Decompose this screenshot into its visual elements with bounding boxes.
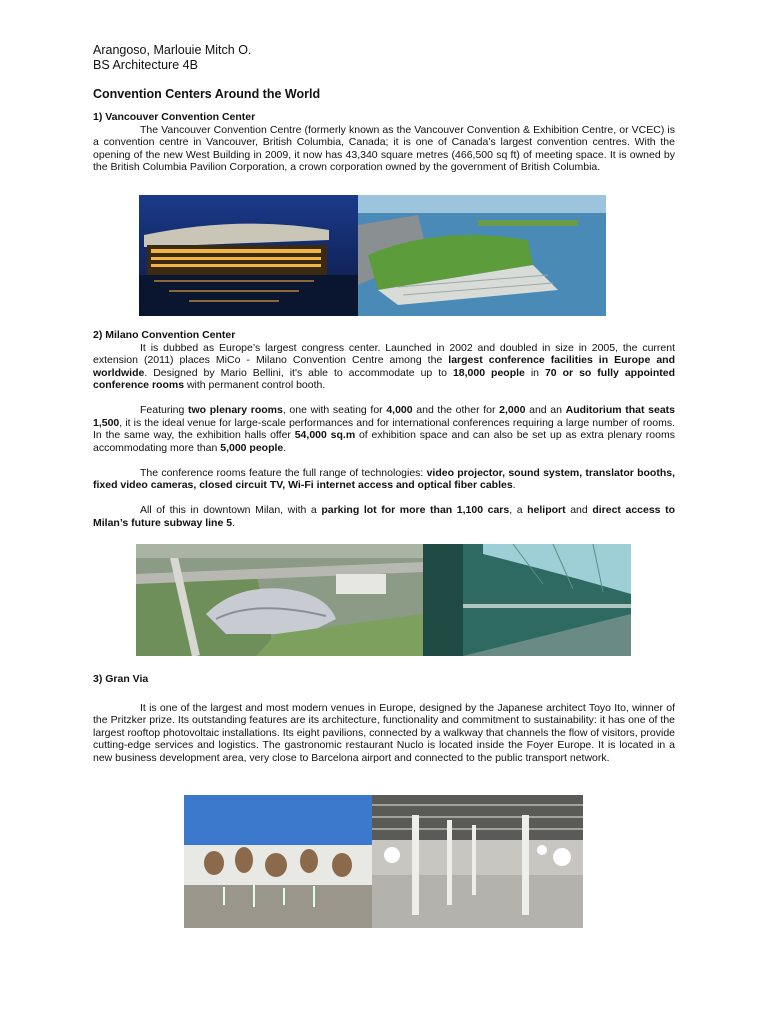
milano-aerial-photo: [136, 544, 423, 656]
section-heading-milano: 2) Milano Convention Center: [93, 329, 236, 341]
granvia-exterior-photo: [184, 795, 372, 928]
vancouver-paragraph: The Vancouver Convention Centre (formerly known as the Vancouver Convention & Exhibition Centre, or VCEC) is a convention centre in Vancouver, British Columbia, Canada; it is one of Canada’s largest convention centres. With the opening of the new West Building in 2009, it now has 43,340 square metres (466,500 sq ft) of meeting space. It is owned by the British Columbia Pavilion Corporation, a crown corporation owned by the government of British Columbia.: [93, 123, 675, 173]
granvia-paragraph: It is one of the largest and most modern venues in Europe, designed by the Japanese architect Toyo Ito, winner of the Pritzker prize. Its outstanding features are its architecture, functionality and commitment to sustainability: it has one of the largest rooftop photovoltaic installations. Its eight pavilions, connected by a walkway that channels the flow of visitors, provide cutting-edge services and logistics. The gastronomic restaurant Nuclo is located inside the Foyer Europe. It is located in a new business development area, very close to Barcelona airport and connected to the public transport network.: [93, 701, 675, 764]
course-label: BS Architecture 4B: [93, 58, 198, 72]
section-heading-granvia: 3) Gran Via: [93, 673, 149, 685]
vancouver-night-photo: [139, 195, 358, 316]
document-page: [93, 43, 675, 174]
milano-interior-photo: [423, 544, 631, 656]
milano-section: [93, 329, 675, 529]
vancouver-image-row: [139, 195, 606, 316]
milano-image-row: [136, 544, 631, 656]
granvia-image-row: [184, 795, 583, 928]
milano-paragraph-2: Featuring two plenary rooms, one with seating for 4,000 and the other for 2,000 and an Auditorium that seats 1,500, it is the ideal venue for large-scale performances and for international conferences requiring a large number of rooms. In the same way, the exhibition halls offer 54,000 sq.m of exhibition space and can also be set up as extra plenary rooms accommodating more than 5,000 people.: [93, 404, 676, 454]
author-name: Arangoso, Marlouie Mitch O.: [93, 43, 252, 57]
milano-paragraph-3: The conference rooms feature the full range of technologies: video projector, sound system, translator booths, fixed video cameras, closed circuit TV, Wi-Fi internet access and optical fiber cables.: [93, 466, 676, 491]
milano-paragraph-1: It is dubbed as Europe’s largest congress center. Launched in 2002 and doubled in size in 2005, the current extension (2011) places MiCo - Milano Convention Centre among the largest conference facilities in Europe and worldwide. Designed by Mario Bellini, it's able to accommodate up to 18,000 people in 70 or so fully appointed conference rooms with permanent control booth.: [93, 341, 675, 391]
granvia-interior-photo: [372, 795, 583, 928]
document-title: Convention Centers Around the World: [93, 87, 321, 101]
vancouver-green-roof-photo: [358, 195, 606, 316]
section-heading-vancouver: 1) Vancouver Convention Center: [93, 111, 256, 123]
milano-paragraph-4: All of this in downtown Milan, with a parking lot for more than 1,100 cars, a heliport and direct access to Milan’s future subway line 5.: [93, 504, 675, 529]
granvia-section: [93, 673, 675, 764]
